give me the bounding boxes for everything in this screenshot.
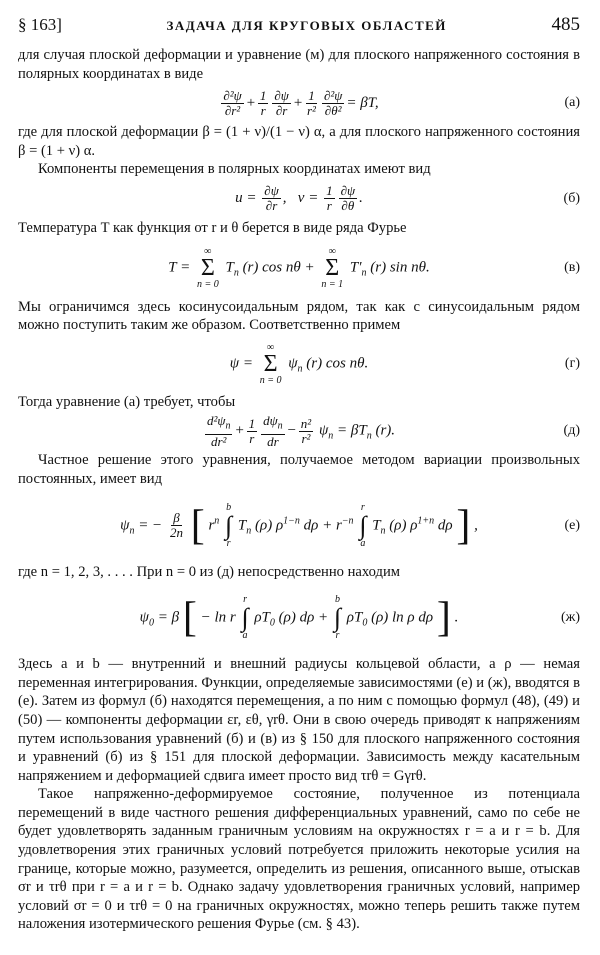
equation-v: T = ∞ Σ n = 0 $T_n$ (r) cos nθ + ∞ Σ n = 1 $T'_n$ (r) sin nθ. (в) [168, 245, 580, 290]
equation-v-label: (в) [564, 259, 580, 275]
paragraph-2: где для плоской деформации β = (1 + ν)/(1 − ν) α, а для плоского напряженного состояния β = (1 + ν) α. [18, 124, 580, 159]
equation-e: $\psi_n$ = − $\frac{\beta}{2n}$ [ $r^n$ b ∫ r $T_n$ (ρ) $\rho^{1-n}$ $d\rho + r^{-n}$ r ∫ a $T_n$ (ρ) $\rho^{1+n}$ dρ ] , (е) [120, 501, 580, 549]
equation-b: u = $\frac{\partial\psi}{\partial r}$ , v = $\frac{1}{r}$ $\frac{\partial\psi}{\partial\theta}$ . (б) [235, 183, 580, 214]
equation-e-label: (е) [564, 517, 580, 533]
paragraph-4: Температура T как функция от r и θ берется в виде ряда Фурье [18, 219, 407, 236]
equation-a: $\frac{\text{∂²ψ}}{\text{∂r²}}$ + $\frac{1}{r}$ $\frac{\partial\psi}{\partial r}$ + $\frac{1}{\text{r²}}$ $\frac{\text{∂²ψ}}{\text{∂θ²}}$ = βT, (а) [223, 87, 580, 118]
paragraph-1: для случая плоской деформации и уравнение (м) для плоского напряженного состояния в полярных координатах в виде [18, 47, 580, 82]
equation-d-label: (д) [563, 423, 580, 439]
book-page [18, 14, 580, 934]
equation-g-label: (г) [564, 355, 580, 371]
equation-a-label: (а) [564, 95, 580, 111]
equation-g: ψ = ∞ Σ n = 0 $\psi_n$ (r) cos nθ. (г) [229, 341, 580, 386]
equation-b-label: (б) [563, 190, 580, 206]
paragraph-7: Частное решение этого уравнения, получаемое методом вариации произвольных постоянных, имеет вид [18, 452, 580, 487]
equation-zh-label: (ж) [561, 610, 580, 626]
paragraph-6: Тогда уравнение (а) требует, чтобы [18, 393, 236, 410]
paragraph-8: где n = 1, 2, 3, . . . . При n = 0 из (д) непосредственно находим [18, 563, 401, 580]
paragraph-3: Компоненты перемещения в полярных координатах имеют вид [38, 161, 431, 178]
paragraph-5: Мы ограничимся здесь косинусоидальным рядом, так как с синусоидальным рядом можно поступить таким же образом. Соответственно примем [18, 298, 580, 334]
equation-a-rhs: = βT, [346, 94, 379, 111]
paragraph-9: Здесь a и b — внутренний и внешний радиусы кольцевой области, а ρ — немая переменная интегрирования. Функции, определяемые зависимостями (е) и (ж), вводятся в (е). Затем из формул (б) находятся перемещения, а по ним с помощью формул (48), (49) и (50) — компоненты деформации εr, εθ, γrθ. Они в свою очередь приводят к напряжениям путем использования уравнений (б) и (в) из § 150 для плоского напряженного состояния и уравнений (б) из § 151 для плоской деформации. Зависимость между касательным напряжением и деформацией сдвига имеет просто вид τrθ = Gγrθ. [18, 656, 580, 784]
page-number: 485 [551, 14, 580, 35]
paragraph-10: Такое напряженно-деформируемое состояние, полученное из потенциала перемещений в виде частного решения дифференциальных уравнений, само по себе не будет удовлетворять заданным граничным условиям на окружностях r = a и r = b. Для удовлетворения этих граничных условий потребуется приложить некоторые усилия на границе, которые можно, разумеется, определить из решения, описанного выше, отыскав σr и τrθ при r = a и r = b. Однако задачу удовлетворения граничных условий, например условий σr = 0 и τrθ = 0 на граничных окружностях, можно теперь решить также путем наложения изотермического решения Фурье (см. § 43). [18, 786, 580, 933]
page-header [18, 14, 580, 38]
equation-d: $\frac{d^2\psi_n}{\text{dr²}}$ + $\frac{1}{r}$ $d\psi_n$ dr − $\frac{\text{n²}}{\text{r²}}$ $\psi_n = \beta T_n$ (r). (д) [206, 413, 580, 449]
section-ref: § 163] [18, 15, 62, 34]
running-title: ЗАДАЧА ДЛЯ КРУГОВЫХ ОБЛАСТЕЙ [166, 18, 447, 33]
equation-zh: $\psi_0 = \beta$ [ − ln r r ∫ a $\rho T_0$ (ρ) dρ + b ∫ r $\rho T_0$ (ρ) ln ρ dρ ] . (ж) [139, 594, 580, 642]
